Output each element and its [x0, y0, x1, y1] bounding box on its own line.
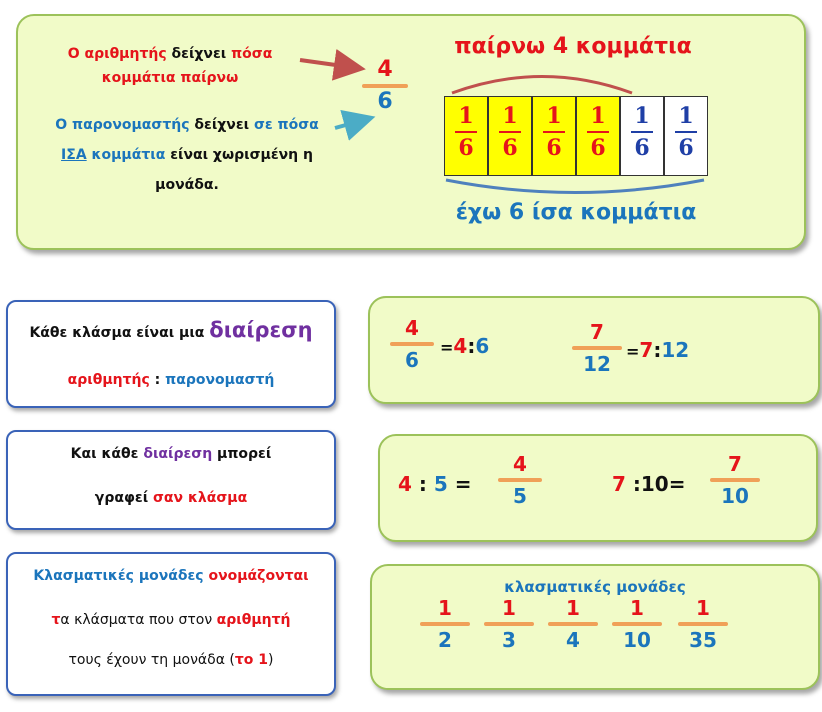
ex1-f1-bar: [390, 342, 434, 346]
strip-cell: [444, 96, 488, 176]
cell-bar: [631, 131, 653, 133]
main-fraction-bar: [362, 84, 408, 88]
unit-fraction-bar: [678, 622, 728, 626]
cell-numerator: 1: [458, 103, 474, 129]
cell-numerator: 1: [634, 103, 650, 129]
cell-denominator: 6: [634, 135, 650, 161]
cell-numerator: 1: [678, 103, 694, 129]
unit-fraction: [612, 596, 662, 652]
strip-cell: [664, 96, 708, 176]
main-fraction: [362, 58, 408, 114]
ex2-d2-a: 7: [612, 472, 626, 496]
cell-bar: [587, 131, 609, 133]
rule1-word-denominator: παρονομαστή: [165, 372, 275, 388]
take-brace-icon: [452, 77, 632, 94]
ex1-division-1: [440, 334, 489, 358]
ex2-d2-b: 10: [640, 472, 669, 496]
ex1-eq2-sign: =: [626, 342, 640, 361]
unit-fraction-bar: [548, 622, 598, 626]
ex1-f1-den: 6: [405, 348, 419, 372]
ex1-eq1-sign: =: [440, 338, 454, 357]
word-denominator: παρονομαστής: [72, 117, 190, 133]
unit-fraction: [420, 596, 470, 652]
ex2-d1-eq: =: [454, 472, 472, 496]
word-shows: δείχνει: [166, 46, 232, 62]
word-how-many: πόσα: [231, 46, 273, 62]
text-o2: Ο: [55, 117, 73, 133]
rule3-text-b: τους έχουν τη μονάδα (: [68, 652, 235, 668]
rule-division-box: [6, 300, 336, 408]
rule3-paren: ): [268, 652, 274, 668]
rule2-text-d: γραφεί: [94, 490, 154, 506]
main-denominator: 6: [377, 89, 393, 114]
ex2-f2-num: 7: [728, 452, 742, 476]
cell-numerator: 1: [590, 103, 606, 129]
ex2-d1-a: 4: [398, 472, 412, 496]
ex2-d2-colon: :: [632, 472, 641, 496]
ex1-eq2-a: 7: [639, 338, 654, 362]
ex2-d2-eq: =: [668, 472, 686, 496]
rule3-line2: [8, 612, 334, 628]
rule3-line3: [8, 652, 334, 668]
rule1-word-division: διαίρεση: [209, 318, 313, 342]
ex1-fraction-2: [572, 320, 622, 376]
ex2-f2-bar: [710, 478, 760, 482]
word-pieces-take: κομμάτια παίρνω: [101, 70, 239, 86]
denominator-arrow-icon: [335, 121, 360, 128]
strip-cell: [576, 96, 620, 176]
strip-cell: [620, 96, 664, 176]
strip-cell: [532, 96, 576, 176]
ex1-eq1-colon: :: [467, 334, 476, 358]
ex1-f2-bar: [572, 346, 622, 350]
unit-fraction-bar: [420, 622, 470, 626]
rule-unit-fractions-box: [6, 552, 336, 696]
rule2-line1: [8, 446, 334, 462]
cell-bar: [675, 131, 697, 133]
ex2-f2-den: 10: [721, 484, 749, 508]
unit-fraction-den: 4: [566, 628, 580, 652]
cell-numerator: 1: [546, 103, 562, 129]
ex1-eq2-b: 12: [661, 338, 690, 362]
example2-box: [378, 434, 818, 542]
rule3-text: α κλάσματα που στον: [60, 612, 217, 628]
ex1-fraction-1: [390, 316, 434, 372]
ex1-f2-num: 7: [590, 320, 604, 344]
numerator-arrow-icon: [300, 60, 350, 67]
unit-fraction: [484, 596, 534, 652]
rule3-line1: [8, 568, 334, 584]
text-o: Ο: [67, 46, 85, 62]
ex3-title: κλασματικές μονάδες: [504, 578, 686, 596]
unit-fraction-den: 10: [623, 628, 651, 652]
word-pieces: κομμάτια: [86, 147, 166, 163]
ex1-f2-den: 12: [583, 352, 611, 376]
ex1-eq2-colon: :: [653, 338, 662, 362]
rule1-word-numerator: αριθμητής: [67, 372, 150, 388]
ex1-eq1-b: 6: [475, 334, 490, 358]
have-brace-icon: [446, 180, 704, 193]
rule2-text-a: Και κάθε: [70, 446, 144, 462]
unit-fraction: [548, 596, 598, 652]
cell-denominator: 6: [502, 135, 518, 161]
unit-fraction-num: 1: [696, 596, 710, 620]
cell-denominator: 6: [678, 135, 694, 161]
strip-cell: [488, 96, 532, 176]
ex2-f1-num: 4: [513, 452, 527, 476]
cell-denominator: 6: [546, 135, 562, 161]
rule1-text: Κάθε κλάσμα είναι μια: [29, 325, 210, 341]
ex1-division-2: [626, 338, 689, 362]
have-label: έχω 6 ίσα κομμάτια: [455, 200, 697, 225]
word-shows2: δείχνει: [189, 117, 254, 133]
unit-fraction: [678, 596, 728, 652]
rule3-word-named: ονομάζονται: [208, 568, 309, 584]
rule2-word-fraction: σαν κλάσμα: [153, 490, 248, 506]
example1-box: [368, 296, 820, 404]
ex2-f1-bar: [498, 478, 542, 482]
rule3-the-one: το 1: [234, 652, 269, 668]
unit-fraction-den: 35: [689, 628, 717, 652]
ex2-fraction-1: [498, 452, 542, 508]
rule3-word-unit-fractions: Κλασματικές μονάδες: [33, 568, 209, 584]
ex2-division-2: [612, 472, 686, 496]
ex2-f1-den: 5: [513, 484, 527, 508]
rule1-line2: [8, 372, 334, 388]
rule3-t: τ: [51, 612, 61, 628]
unit-fraction-den: 3: [502, 628, 516, 652]
word-equal: ΙΣΑ: [61, 147, 87, 163]
word-unit: μονάδα.: [155, 177, 219, 193]
rule2-word-division: διαίρεση: [143, 446, 213, 462]
unit-fraction-num: 1: [630, 596, 644, 620]
cell-denominator: 6: [590, 135, 606, 161]
ex2-division-1: [398, 472, 472, 496]
word-numerator: αριθμητής: [84, 46, 167, 62]
rule-fraction-box: [6, 430, 336, 530]
ex2-d1-colon: :: [418, 472, 427, 496]
rule1-line1: [8, 318, 334, 342]
ex2-d1-b: 5: [433, 472, 448, 496]
unit-fraction-bar: [484, 622, 534, 626]
unit-fraction-num: 1: [502, 596, 516, 620]
cell-numerator: 1: [502, 103, 518, 129]
cell-denominator: 6: [458, 135, 474, 161]
cell-bar: [455, 131, 477, 133]
ex1-eq1-a: 4: [453, 334, 468, 358]
unit-fraction-bar: [612, 622, 662, 626]
word-into-how-many: σε πόσα: [253, 117, 319, 133]
example3-box: [370, 564, 820, 690]
rule3-word-numerator: αριθμητή: [216, 612, 291, 628]
rule1-colon: :: [149, 372, 166, 388]
main-numerator: 4: [377, 57, 393, 82]
rule2-line2: [8, 490, 334, 506]
rule2-text-c: μπορεί: [212, 446, 272, 462]
cell-bar: [499, 131, 521, 133]
unit-fraction-num: 1: [566, 596, 580, 620]
cell-bar: [543, 131, 565, 133]
unit-fraction-den: 2: [438, 628, 452, 652]
ex1-f1-num: 4: [405, 316, 419, 340]
word-is-divided: είναι χωρισμένη η: [165, 147, 313, 163]
ex2-fraction-2: [710, 452, 760, 508]
unit-fraction-num: 1: [438, 596, 452, 620]
take-label: παίρνω 4 κομμάτια: [454, 34, 692, 59]
